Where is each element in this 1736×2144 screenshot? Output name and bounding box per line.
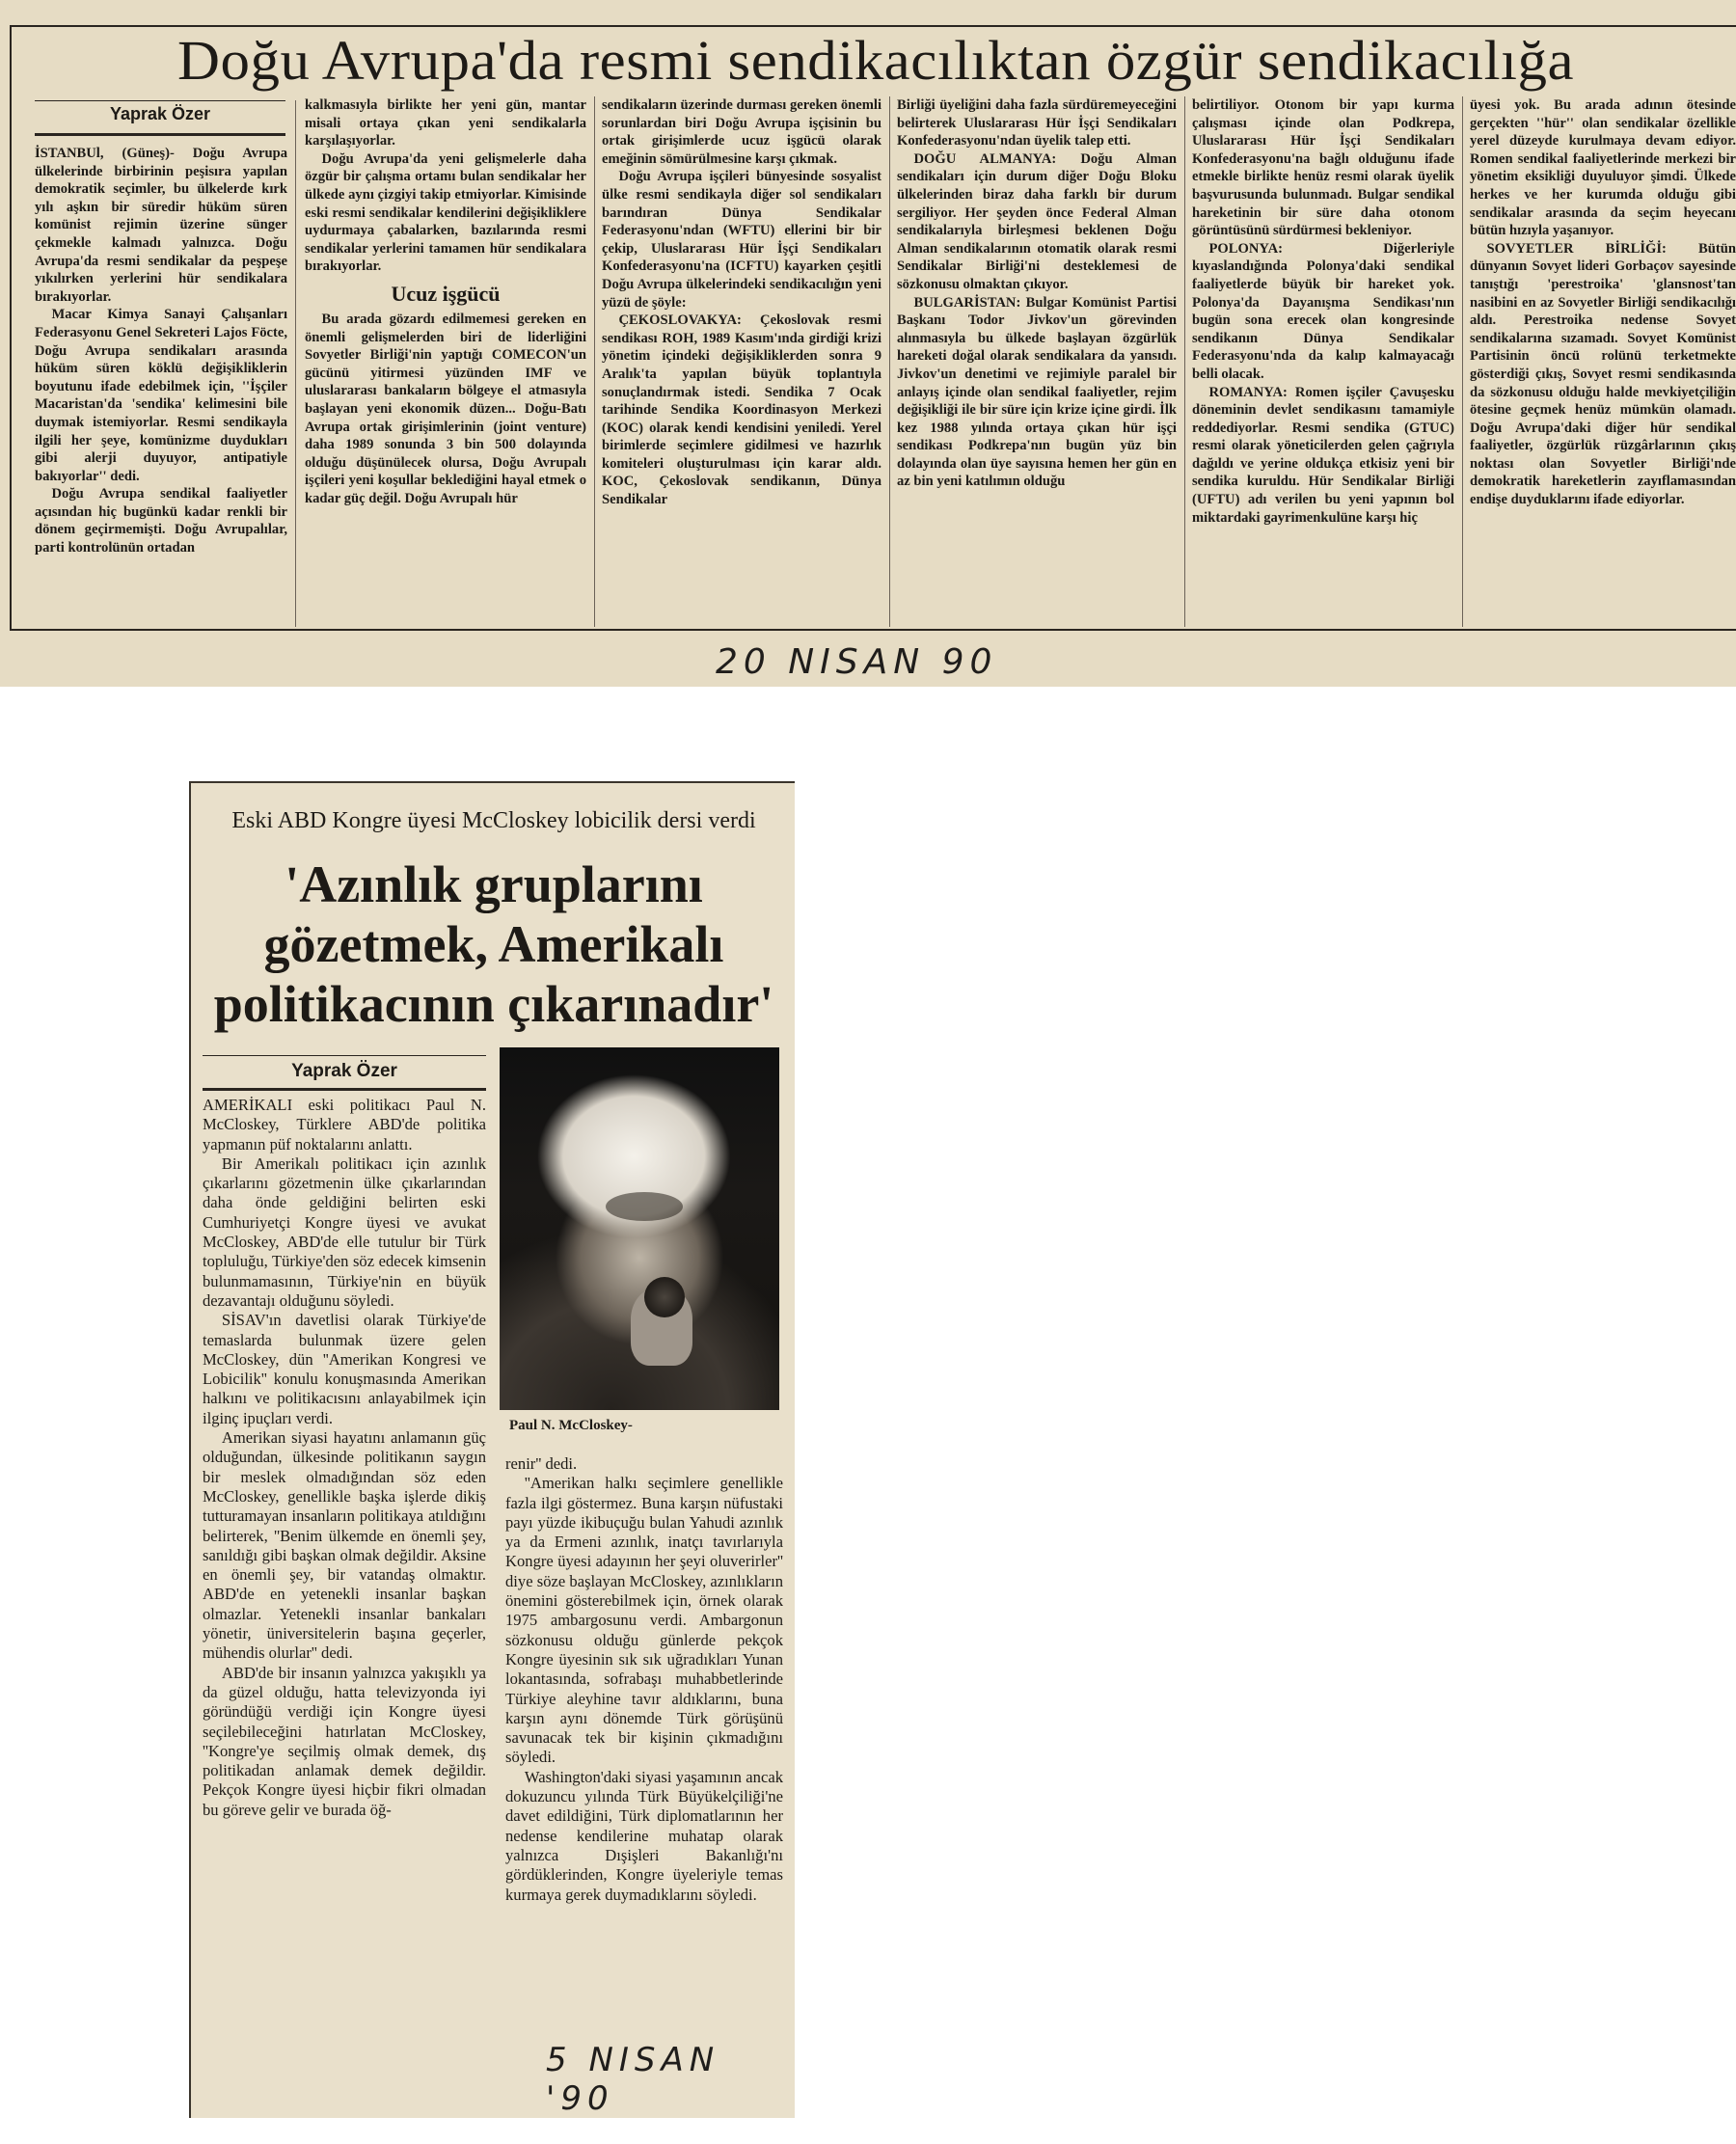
handwritten-date: 20 NISAN 90 [716,642,998,682]
headline: Doğu Avrupa'da resmi sendikacılıktan özgür sendikacılığa [176,29,1575,92]
top-rule [191,781,795,783]
paragraph: AMERİKALI eski politikacı Paul N. McCloskey, Türklere ABD'de politika yapmanın püf noktalarını anlattı. [203,1096,486,1153]
newspaper-clipping-sendika [0,0,1736,687]
newspaper-clipping-mccloskey [189,781,795,2118]
article-column-6 [1470,96,1736,625]
article-column-right [505,1454,783,1975]
handwritten-date: 5 NISAN '90 [546,2041,720,2118]
article-column-4 [897,96,1177,625]
byline-top-rule [203,1055,486,1056]
paragraph: Bir Amerikalı politikacı için azınlık çıkarlarını gözetmenin ülke çıkarlarından daha önde geldiğini belirten eski Cumhuriyetçi Kongre üyesi ve avukat McCloskey, ABD'de elle tutulur bir Türk topluluğu, Türkiye'den söz edecek kimsenin bulunmamasının, Türkiye'nin en büyük dezavantajı olduğunu söyledi. [203,1153,486,1310]
byline-rule [203,1088,486,1091]
byline-rule [35,133,285,136]
paragraph: Birliği üyeliğini daha fazla sürdüremeyeceğini belirterek Uluslararası Hür İşçi Sendikaları Konfederasyonu'ndan üyelik talep etti. [897,97,1177,149]
paragraph: üyesi yok. Bu arada adının ötesinde gerçekten ''hür'' olan sendikalar özellikle yerel düzeyde kurulmaya devam ediyor. Romen sendikal faaliyetlerinde merkezi bir yönetim eksikliği duyuluyor şimdi. Ülkede herkes ve her kurumda olduğu gibi sendikalar arasında da seçim heyecanı bütün hızıyla yaşanıyor. [1470,97,1736,239]
paragraph: Bu arada gözardı edilmemesi gereken en önemli gelişmelerden biri de liderliğini Sovyetler Birliği'nin yaptığı COMECON'un gücünü yitirmesi yüzünden IMF ve uluslararası bankaların bölgeye el atmasıyla başlayan yeni ekonomik düzen... Doğu-Batı Avrupa ortak girişimlerinin (joint venture) daha 1989 sonunda 3 bin 500 dolayında olduğu düşünülecek olursa, Doğu Avrupalı işçileri yeni koşullar beklediğini hayal etmek o kadar güç değil. Doğu Avrupalı hür [305,311,586,506]
paragraph: ROMANYA: Romen işçiler Çavuşesku döneminin devlet sendikasını tamamiyle reddediyorlar. Resmi sendika (GTUC) resmi olarak yöneticilerden gelen çağrıyla dağıldı ve yerine oldukça etkisiz yeni bir sendika kuruldu. Hür Sendikalar Birliği (UFTU) adı verilen bu yeni yapının bol miktardaki gayrimenkulüne karşı hiç [1192,384,1454,526]
paragraph: BULGARİSTAN: Bulgar Komünist Partisi Başkanı Todor Jivkov'un görevinden alınmasıyla bu ülkede başlayan özgürlük hareketi doğal olarak sendikalara da yansıdı. Jivkov'un denetimi ve rejimiyle paralel bir anlayış içinde olan sendikal faaliyetler, rejim değişikliği ile bir süre için krize içine girdi. İlk kez 1988 yılında ortaya çıkan hür işçi sendikası Podkrepa'nın bugün yüz bin dolayında olan üye sayısına hemen her gün en az bin yeni katılımın olduğu [897,294,1177,490]
article-column-2 [305,96,586,625]
byline-top-rule [35,100,285,101]
paragraph: Doğu Avrupa işçileri bünyesinde sosyalist ülke resmi sendikayla diğer sol sendikaları barındıran Dünya Sendikalar Federasyonu'ndan (WFTU) ellerini bir bir çekip, Uluslararası Hür İşçi Sendikaları Konfederasyonu'na (ICFTU) kayarken çeşitli Doğu Avrupa ülkelerindeki sendikacılığın yeni yüzü de şöyle: [602,169,882,311]
paragraph: ÇEKOSLOVAKYA: Çekoslovak resmi sendikası ROH, 1989 Kasım'ında girdiği krizi yönetim içindeki değişikliklerden sonra 9 Aralık'ta yapılan büyük toplantıyla sonuçlandırmak istedi. Sendika 7 Ocak tarihinde Sendika Koordinasyon Merkezi (KOC) olarak kendi kendisini yeniledi. Yerel birimlerde seçimlere gidilmesi ve hazırlık komiteleri oluşturulması için karar aldı. KOC, Çekoslovak sendikanın, Dünya Sendikalar [602,312,882,508]
paragraph: belirtiliyor. Otonom bir yapı kurma çalışması içinde olan Podkrepa, Uluslararası Hür İşçi Sendikaları Konfederasyonu'na bağlı olduğunu ifade etmekle birlikte henüz resmi olarak üyelik başvurusunda bulunmadı. Bulgar sendikal hareketinin bir süre daha otonom görüntüsünü sürdürmesi bekleniyor. [1192,97,1454,239]
headline: 'Azınlık gruplarını gözetmek, Amerikalı politikacının çıkarınadır' [213,855,774,1033]
byline: Yaprak Özer [291,1061,397,1081]
subheading: Ucuz işgücü [391,281,501,306]
microphone-icon [644,1277,685,1317]
paragraph: renir'' dedi. [505,1454,578,1473]
portrait-photo [500,1047,779,1410]
article-column-5 [1192,96,1454,625]
article-column-3 [602,96,882,625]
paragraph: SOVYETLER BİRLİĞİ: Bütün dünyanın Sovyet lideri Gorbaçov sayesinde tanıştığı 'perestroika' 'glansnost'tan nasibini en az Sovyetler Birliği sendikacılığı aldı. Perestroika nedense Sovyet sendikalarına sızamadı. Sovyet Komünist Partisinin öncü rolünü terketmekte gösterdiği çıkış, Sovyet resmi sendikasında da sözkonusu olduğu halde mevkiyetçiliğin ötesine geçmek henüz mümkün olamadı. Doğu Avrupa'daki diğer hür sendikal faaliyetler, özgürlük rüzgârlarının çıkış noktası olan Sovyetler Birliği'nde demokratik hareketlerin zayıflamasından endişe duyduklarını ifade ediyorlar. [1470,240,1736,508]
photo-caption: Paul N. McCloskey- [509,1418,633,1433]
bottom-rule [10,629,1736,631]
column-divider [1184,96,1185,627]
paragraph: ''Amerikan halkı seçimlere genellikle fazla ilgi göstermez. Buna karşın nüfustaki payı yüzde ikibuçuğu bulan Yahudi azınlık ya da Ermeni azınlık, inatçı tavırlarıyla Kongre üyesi adayının her şeyi oluverirler'' diye söze başlayan McCloskey, azınlıkların önemini gösterebilmek için, örnek olarak 1975 ambargosunu verdi. Ambargonun sözkonusu olduğu günlerde pekçok Kongre üyesinin sık sık uğradıkları Yunan lokantasında, sofrabaşı muhabbetlerinde Türkiye aleyhine tavır aldıklarını, buna karşın aynı dönemde Türk görüşünü savunacak tek bir kişinin çıkmadığını söyledi. [505,1474,783,1767]
paragraph: SİSAV'ın davetlisi olarak Türkiye'de temaslarda bulunmak üzere gelen McCloskey, dün ''Amerikan Kongresi ve Lobicilik'' konulu konuşmasında Amerikan halkını ve politikacısını anlayabilmek için ilginç ipuçları verdi. [203,1311,486,1427]
paragraph: kalkmasıyla birlikte her yeni gün, mantar misali ortaya çıkan yeni sendikalarla karşılaşıyorlar. [305,97,586,149]
paragraph: İSTANBUl, (Güneş)- Doğu Avrupa ülkelerinde birbirinin peşisıra yapılan demokratik seçimler, bu ülkelerde kırk yılı aşkın bir süredir hüküm süren komünist rejimin üzerine sünger çekmekle kalmadı yalnızca. Doğu Avrupa'da resmi sendikalar da peşpeşe yıkılırken yerlerini hür sendikalara bırakıyorlar. [35,146,287,305]
paragraph: Doğu Avrupa sendikal faaliyetler açısından hiç bugünkü kadar renkli bir dönem geçirmemişti. Doğu Avrupalılar, parti kontrolünün ortadan [35,486,287,556]
paragraph: POLONYA: Diğerleriyle kıyaslandığında Polonya'daki sendikal faaliyetlerde büyük bir hareket yok. Polonya'da Dayanışma Sendikası'nın bugün sona erecek olan kongresinde sendikanın Dünya Sendikalar Federasyonu'nda da kalıp kalmayacağı belli olacak. [1192,240,1454,382]
article-column-1 [35,145,287,625]
column-divider [594,96,595,627]
paragraph: Washington'daki siyasi yaşamının ancak dokuzuncu yılında Türk Büyükelçiliği'ne davet edildiğini, Türk diplomatlarının her nedense kendilerine muhatap olarak yalnızca Dışişleri Bakanlığı'nı gördüklerinden, Kongre üyeleriyle temas kurmaya gerek duymadıklarını söyledi. [505,1767,783,1904]
paragraph: sendikaların üzerinde durması gereken önemli sorunlardan biri Doğu Avrupa işçisinin bu ortak girişimlerde ucuz işgücü olarak emeğinin sömürülmesine karşı çıkmak. [602,97,882,167]
column-divider [1462,96,1463,627]
column-divider [889,96,890,627]
column-divider [295,100,296,627]
paragraph: Amerikan siyasi hayatını anlamanın güç olduğundan, ülkesinde politikanın saygın bir meslek olmadığından söz eden McCloskey, genellikle başka işlerde dikiş tutturamayan insanların politikaya atıldığını belirterek, ''Benim ülkemde en önemli şey, sanıldığı gibi başkan olmak değildir. Aksine en önemli şey, bir vatandaş olmaktır. ABD'de en yetenekli insanlar başkan olmazlar. Yetenekli insanlar bankaları yönetir, üniversitelerin başına geçerler, mühendis olurlar'' dedi. [203,1428,486,1663]
photo-face-shading [606,1192,683,1221]
kicker: Eski ABD Kongre üyesi McCloskey lobicilik dersi verdi [231,808,756,833]
article-column-left [203,1096,486,2099]
byline: Yaprak Özer [109,104,211,123]
paragraph: Doğu Avrupa'da yeni gelişmelerle daha özgür bir çalışma ortamı bulan sendikalar her ülkede aynı çizgiyi takip etmiyorlar. Kimisinde eski resmi sendikalar kendilerini değişikliklere uydurmaya çabalarken, bazılarında resmi sendikalar yerlerini tamamen hür sendikalara bırakıyorlar. [305,150,586,275]
paragraph: DOĞU ALMANYA: Doğu Alman sendikaları için durum diğer Doğu Bloku ülkelerinden biraz daha farklı bir durum sergiliyor. Her şeyden önce Federal Alman sendikalarıyla birleşmesi beklenen Doğu Alman sendikalarının otomatik olarak resmi Sendikalar Birliği'ni desteklemesi de sözkonusu olmaktan çıkıyor. [897,150,1177,292]
paragraph: Macar Kimya Sanayi Çalışanları Federasyonu Genel Sekreteri Lajos Föcte, Doğu Avrupa sendikaları arasında hüküm süren köklü değişikliklerin boyutunu ifade edebilmek için, ''İşçiler Macaristan'da 'sendika' kelimesini bile duymak istemiyorlar. Resmi sendikayla ilgili her şeye, komünizme duydukları gibi alerji duyuyor, antipatiyle bakıyorlar'' dedi. [35,307,287,484]
paragraph: ABD'de bir insanın yalnızca yakışıklı ya da güzel olduğu, hatta televizyonda iyi göründüğü verdiği için Kongre üyesi seçilebileceğini hatırlatan McCloskey, ''Kongre'ye seçilmiş olmak demek, dış politikadan anlamak demek değildir. Pekçok Kongre üyesi hiçbir fikri olmadan bu göreve gelir ve burada öğ- [203,1663,486,1819]
